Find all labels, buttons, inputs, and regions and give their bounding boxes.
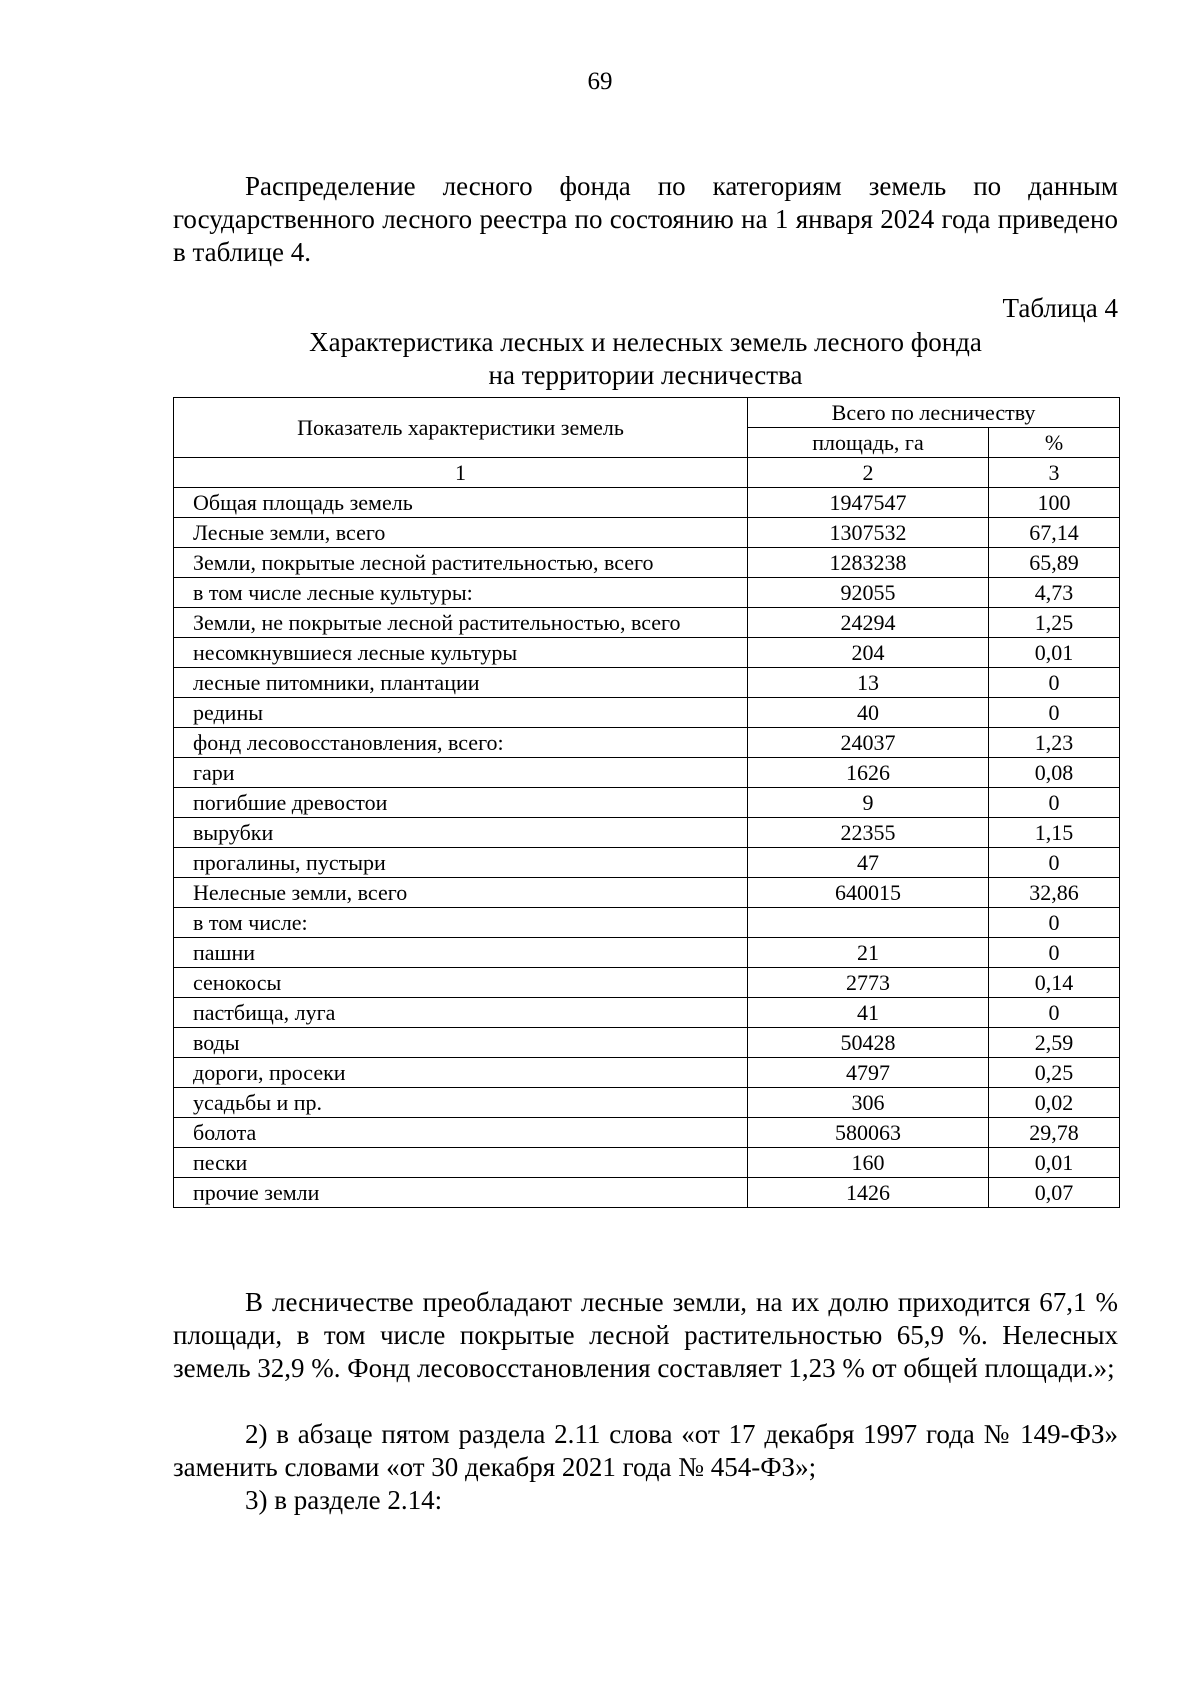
header-indicator: Показатель характеристики земель — [174, 398, 748, 458]
table-row — [174, 1118, 1120, 1148]
page-number: 69 — [587, 68, 613, 95]
table-row — [174, 908, 1120, 938]
row-percent-cell: 2,59 — [989, 1028, 1120, 1058]
row-area-cell: 40 — [748, 698, 989, 728]
row-name-cell: усадьбы и пр. — [174, 1088, 748, 1118]
row-name-cell: дороги, просеки — [174, 1058, 748, 1088]
table-row — [174, 998, 1120, 1028]
row-percent-cell: 1,23 — [989, 728, 1120, 758]
summary-paragraph: В лесничестве преобладают лесные земли, на их долю приходится 67,1 % площади, в том числе покрытые лесной растительностью 65,9 %. Нелесных земель 32,9 %. Фонд лесовосстановления составляет 1,23 % от общей площади.»; — [173, 1287, 1118, 1383]
row-name-cell: пески — [174, 1148, 748, 1178]
table-label: Таблица 4 — [1002, 293, 1118, 323]
table-row — [174, 1148, 1120, 1178]
row-area-cell: 1426 — [748, 1178, 989, 1208]
table-row — [174, 608, 1120, 638]
row-area-cell: 580063 — [748, 1118, 989, 1148]
header-area: площадь, га — [748, 428, 989, 458]
row-area-cell — [748, 908, 989, 938]
table-row — [174, 1058, 1120, 1088]
table-row — [174, 1088, 1120, 1118]
row-name-cell: в том числе лесные культуры: — [174, 578, 748, 608]
row-percent-cell: 0 — [989, 788, 1120, 818]
row-area-cell: 640015 — [748, 878, 989, 908]
table-row — [174, 818, 1120, 848]
row-area-cell: 50428 — [748, 1028, 989, 1058]
row-percent-cell: 0 — [989, 698, 1120, 728]
row-percent-cell: 0,07 — [989, 1178, 1120, 1208]
table-row — [174, 698, 1120, 728]
table-row — [174, 728, 1120, 758]
row-percent-cell: 100 — [989, 488, 1120, 518]
table-row — [174, 578, 1120, 608]
row-area-cell: 160 — [748, 1148, 989, 1178]
row-area-cell: 24037 — [748, 728, 989, 758]
table-row — [174, 518, 1120, 548]
row-area-cell: 41 — [748, 998, 989, 1028]
row-name-cell: воды — [174, 1028, 748, 1058]
row-name-cell: прочие земли — [174, 1178, 748, 1208]
row-percent-cell: 0,14 — [989, 968, 1120, 998]
row-area-cell: 24294 — [748, 608, 989, 638]
row-area-cell: 1307532 — [748, 518, 989, 548]
row-name-cell: вырубки — [174, 818, 748, 848]
row-name-cell: Земли, не покрытые лесной растительностью, всего — [174, 608, 748, 638]
row-area-cell: 22355 — [748, 818, 989, 848]
column-number-row — [174, 458, 1120, 488]
row-area-cell: 92055 — [748, 578, 989, 608]
row-area-cell: 4797 — [748, 1058, 989, 1088]
row-percent-cell: 29,78 — [989, 1118, 1120, 1148]
row-percent-cell: 0 — [989, 848, 1120, 878]
row-area-cell: 9 — [748, 788, 989, 818]
table-row — [174, 848, 1120, 878]
row-name-cell: лесные питомники, плантации — [174, 668, 748, 698]
row-name-cell: Нелесные земли, всего — [174, 878, 748, 908]
row-percent-cell: 0,01 — [989, 1148, 1120, 1178]
table-row — [174, 1178, 1120, 1208]
column-number-1: 1 — [174, 458, 748, 488]
row-percent-cell: 67,14 — [989, 518, 1120, 548]
row-percent-cell: 0,25 — [989, 1058, 1120, 1088]
row-name-cell: сенокосы — [174, 968, 748, 998]
land-characteristics-table — [173, 397, 1120, 1208]
row-percent-cell: 0,01 — [989, 638, 1120, 668]
table-row — [174, 968, 1120, 998]
row-name-cell: в том числе: — [174, 908, 748, 938]
row-area-cell: 21 — [748, 938, 989, 968]
table-row — [174, 878, 1120, 908]
row-area-cell: 1283238 — [748, 548, 989, 578]
row-area-cell: 13 — [748, 668, 989, 698]
row-percent-cell: 0 — [989, 668, 1120, 698]
row-percent-cell: 0,08 — [989, 758, 1120, 788]
row-area-cell: 47 — [748, 848, 989, 878]
row-percent-cell: 4,73 — [989, 578, 1120, 608]
row-percent-cell: 1,25 — [989, 608, 1120, 638]
row-area-cell: 1626 — [748, 758, 989, 788]
table-row — [174, 548, 1120, 578]
column-number-2: 2 — [748, 458, 989, 488]
row-name-cell: болота — [174, 1118, 748, 1148]
row-percent-cell: 0 — [989, 908, 1120, 938]
row-percent-cell: 1,15 — [989, 818, 1120, 848]
table-row — [174, 788, 1120, 818]
row-name-cell: Земли, покрытые лесной растительностью, всего — [174, 548, 748, 578]
row-area-cell: 204 — [748, 638, 989, 668]
amendment-item-3: 3) в разделе 2.14: — [245, 1485, 443, 1515]
row-name-cell: Лесные земли, всего — [174, 518, 748, 548]
row-name-cell: Общая площадь земель — [174, 488, 748, 518]
row-percent-cell: 0 — [989, 938, 1120, 968]
table-row — [174, 668, 1120, 698]
row-name-cell: прогалины, пустыри — [174, 848, 748, 878]
header-total: Всего по лесничеству — [748, 398, 1120, 428]
intro-paragraph: Распределение лесного фонда по категориям земель по данным государственного лесного реестра по состоянию на 1 января 2024 года приведено в таблице 4. — [173, 171, 1118, 267]
amendment-item-2: 2) в абзаце пятом раздела 2.11 слова «от 17 декабря 1997 года № 149-ФЗ» заменить словами «от 30 декабря 2021 года № 454-ФЗ»; — [173, 1419, 1118, 1482]
row-name-cell: пастбища, луга — [174, 998, 748, 1028]
table-row — [174, 638, 1120, 668]
row-percent-cell: 0 — [989, 998, 1120, 1028]
header-percent: % — [989, 428, 1120, 458]
row-area-cell: 2773 — [748, 968, 989, 998]
row-name-cell: редины — [174, 698, 748, 728]
row-area-cell: 306 — [748, 1088, 989, 1118]
row-name-cell: гари — [174, 758, 748, 788]
row-name-cell: пашни — [174, 938, 748, 968]
row-name-cell: погибшие древостои — [174, 788, 748, 818]
table-caption-line-2: на территории лесничества — [488, 360, 803, 390]
table-row — [174, 758, 1120, 788]
row-percent-cell: 0,02 — [989, 1088, 1120, 1118]
table-row — [174, 938, 1120, 968]
column-number-3: 3 — [989, 458, 1120, 488]
row-name-cell: несомкнувшиеся лесные культуры — [174, 638, 748, 668]
table-row — [174, 1028, 1120, 1058]
table-body — [174, 458, 1120, 1208]
row-percent-cell: 65,89 — [989, 548, 1120, 578]
row-area-cell: 1947547 — [748, 488, 989, 518]
table-row — [174, 488, 1120, 518]
table-caption — [173, 326, 1118, 392]
row-name-cell: фонд лесовосстановления, всего: — [174, 728, 748, 758]
table-caption-line-1: Характеристика лесных и нелесных земель лесного фонда — [309, 327, 982, 357]
row-percent-cell: 32,86 — [989, 878, 1120, 908]
